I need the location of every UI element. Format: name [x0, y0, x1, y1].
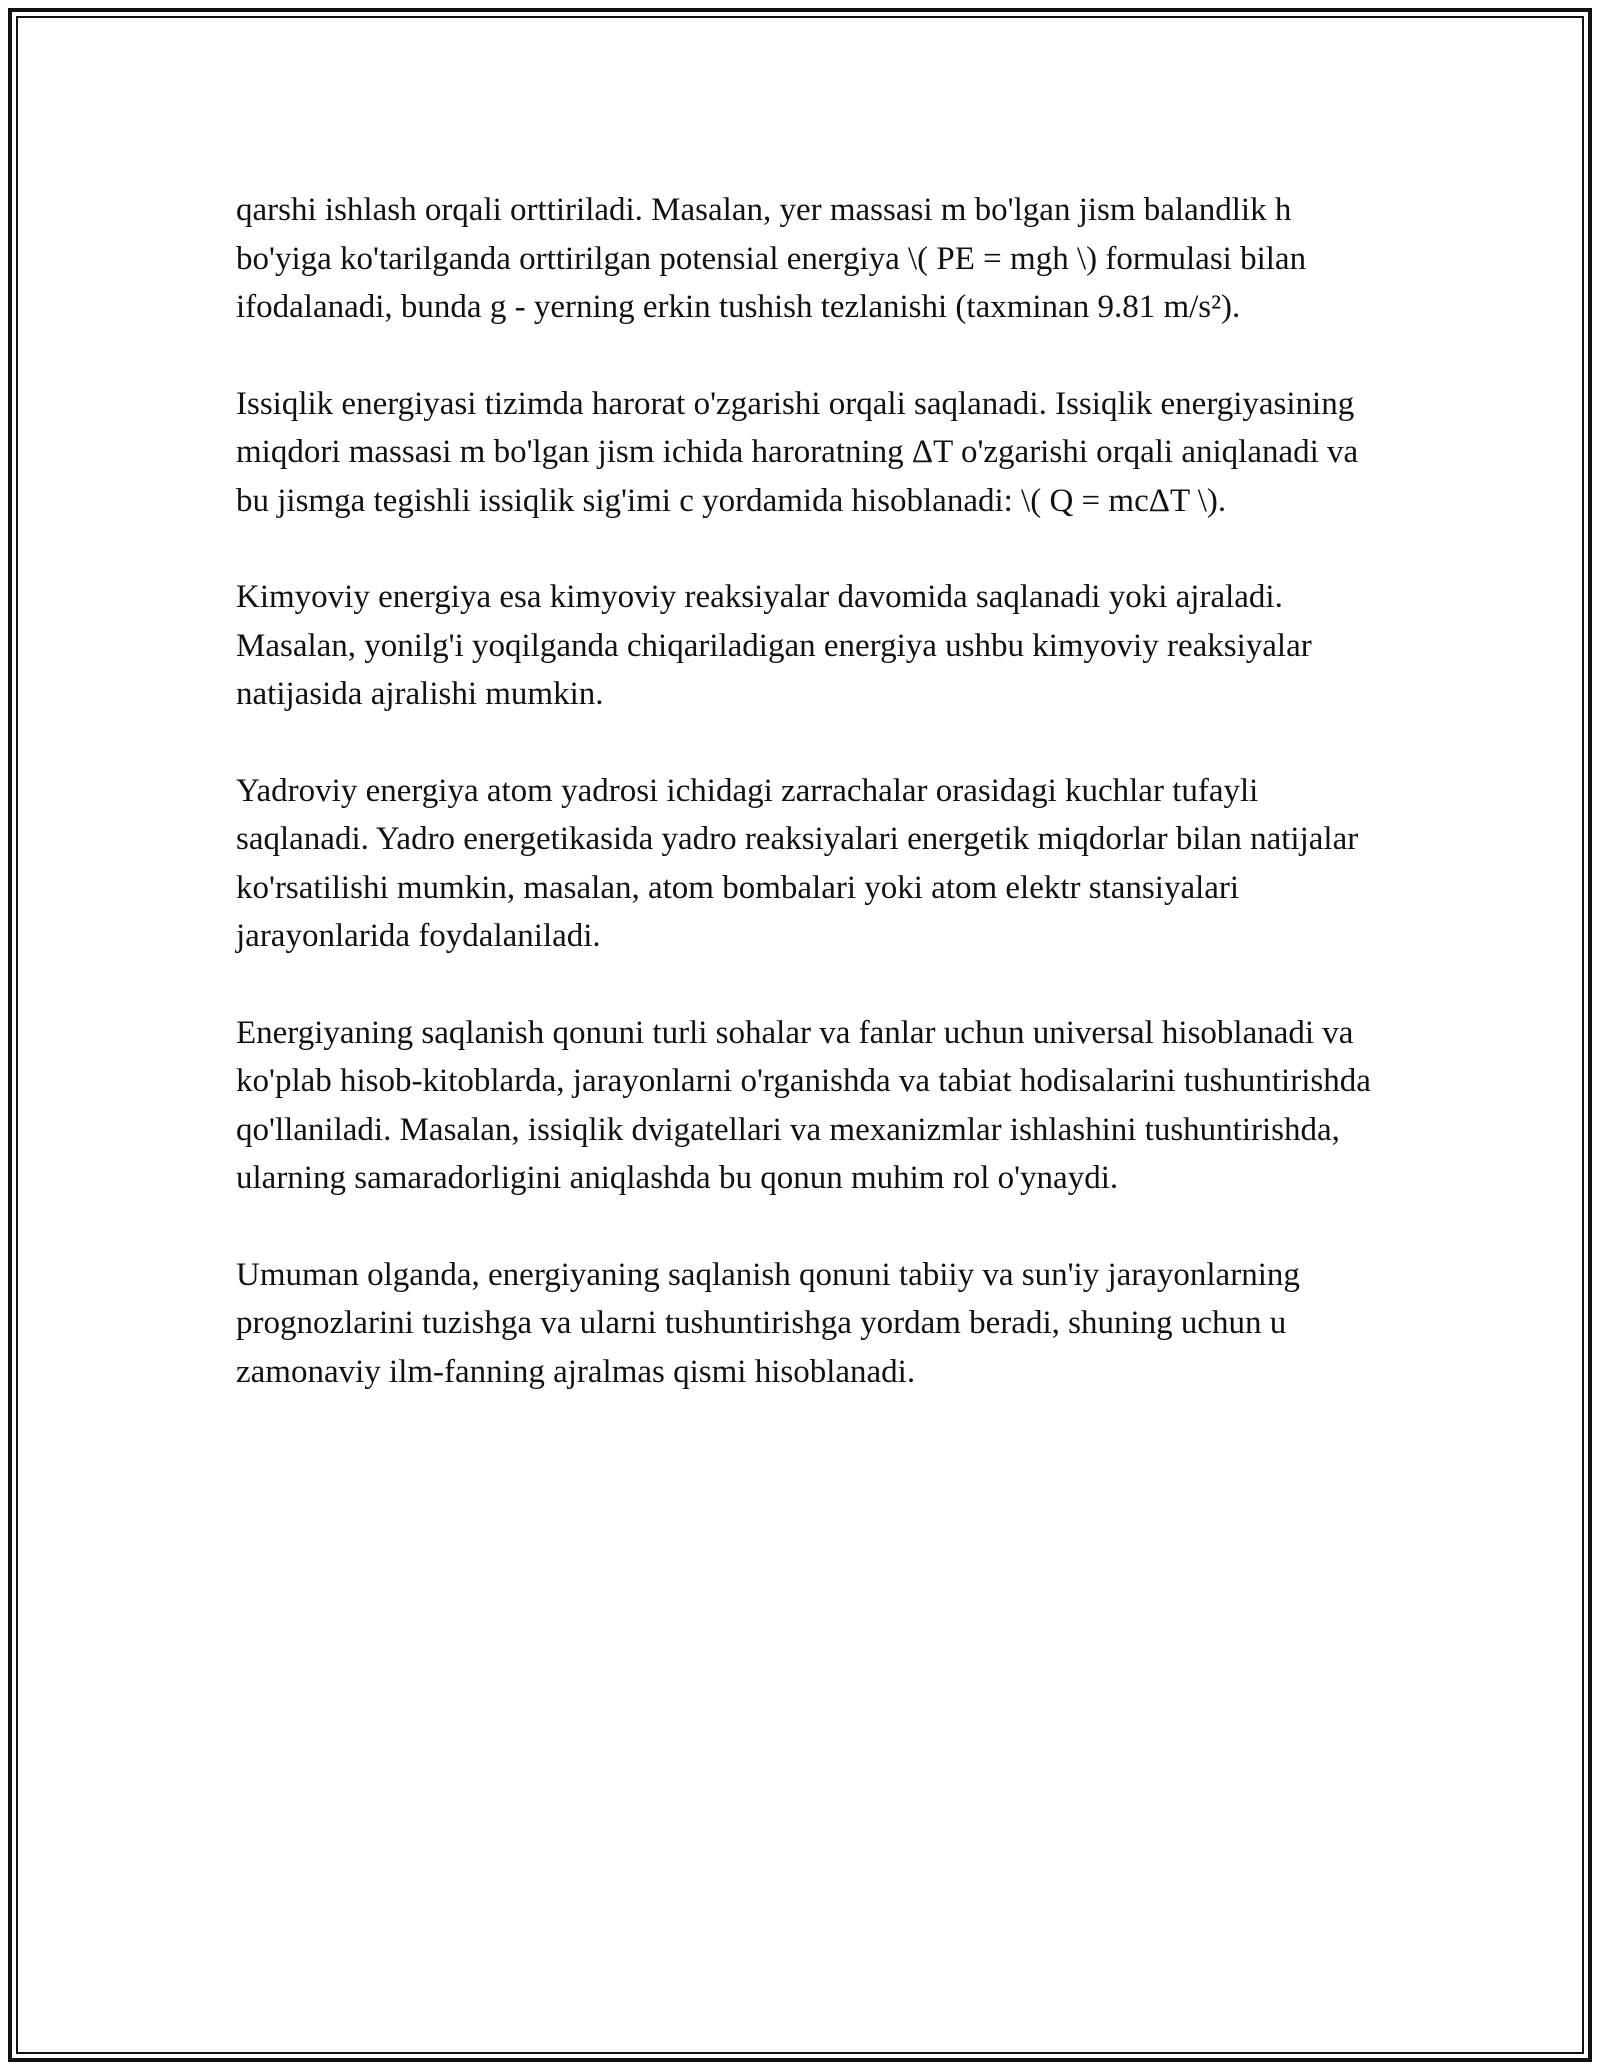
paragraph-conclusion: Umuman olganda, energiyaning saqlanish qonuni tabiiy va sun'iy jarayonlarning prognozlarini tuzishga va ularni tushuntirishga yordam beradi, shuning uchun u zamonaviy ilm-fanning ajralmas qismi hisoblanadi. — [236, 1256, 1300, 1390]
paragraph-conservation-law: Energiyaning saqlanish qonuni turli sohalar va fanlar uchun universal hisoblanadi va ko'plab hisob-kitoblarda, jarayonlarni o'rganishda va tabiat hodisalarini tushuntirishda qo'llaniladi. Masalan, issiqlik dvigatellari va mexanizmlar ishlashini tushuntirishda, ularning samaradorligini aniqlashda bu qonun muhim rol o'ynaydi. — [236, 1014, 1371, 1196]
document-body — [236, 186, 1376, 1444]
paragraph-chemical-energy: Kimyoviy energiya esa kimyoviy reaksiyalar davomida saqlanadi yoki ajraladi. Masalan, yonilg'i yoqilganda chiqariladigan energiya ushbu kimyoviy reaksiyalar natijasida ajralishi mumkin. — [236, 579, 1312, 712]
paragraph-potential-energy: qarshi ishlash orqali orttiriladi. Masalan, yer massasi m bo'lgan jism balandlik h bo'yiga ko'tarilganda orttirilgan potensial energiya \( PE = mgh \) formulasi bilan ifodalanadi, bunda g - yerning erkin tushish tezlanishi (taxminan 9.81 m/s²). — [236, 192, 1307, 325]
paragraph-nuclear-energy: Yadroviy energiya atom yadrosi ichidagi zarrachalar orasidagi kuchlar tufayli saqlanadi. Yadro energetikasida yadro reaksiyalari energetik miqdorlar bilan natijalar ko'rsatilishi mumkin, masalan, atom bombalari yoki atom elektr stansiyalari jarayonlarida foydalaniladi. — [236, 772, 1359, 954]
paragraph-thermal-energy: Issiqlik energiyasi tizimda harorat o'zgarishi orqali saqlanadi. Issiqlik energiyasining miqdori massasi m bo'lgan jism ichida haroratning ΔT o'zgarishi orqali aniqlanadi va bu jismga tegishli issiqlik sig'imi c yordamida hisoblanadi: \( Q = mcΔT \). — [236, 385, 1359, 519]
